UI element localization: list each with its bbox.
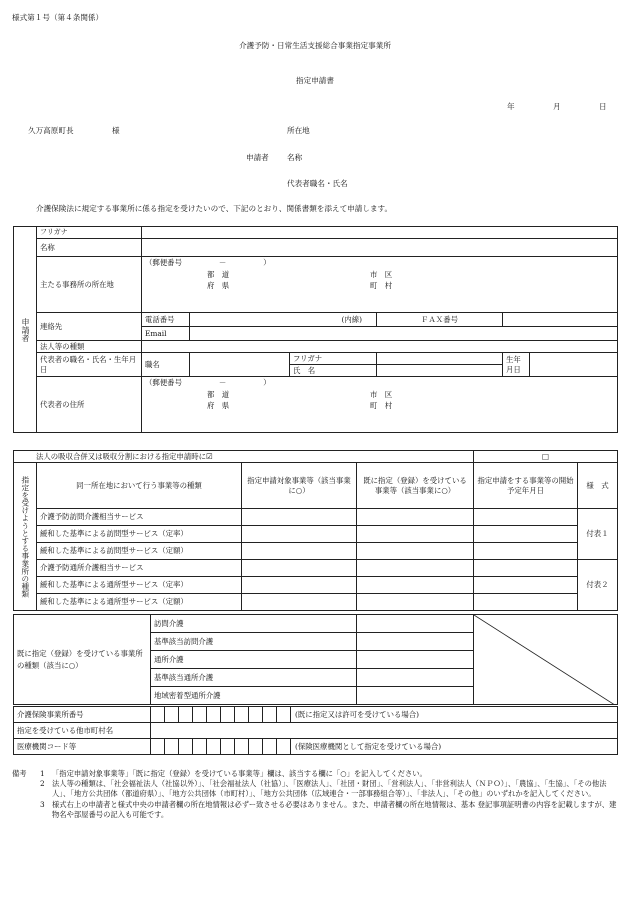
- other-city-label: 指定を受けている他市町村名: [14, 723, 151, 739]
- diagonal-cell: [474, 615, 618, 705]
- note-number: 2: [40, 779, 45, 789]
- header-form: 様 式: [578, 463, 618, 509]
- existing-item: 通所介護: [151, 651, 357, 669]
- existing-mark-cell[interactable]: [357, 633, 474, 651]
- header-target: 指定申請対象事業等（該当事業に○）: [242, 463, 357, 509]
- existing-cell[interactable]: [357, 577, 474, 594]
- target-cell[interactable]: [242, 560, 357, 577]
- corp-type-label: 法人等の種類: [37, 341, 142, 353]
- service-side-label: 指定を受けようとする事業所の種類: [14, 463, 37, 611]
- digit-box[interactable]: [207, 739, 221, 755]
- postal-code-label: （郵便番号 － ）: [145, 258, 271, 267]
- corp-type-field[interactable]: [142, 341, 618, 353]
- note-text: 「指定申請対象事業等」「既に指定（登録）を受けている事業等」欄は、該当する欄に「○」を記入してください。: [52, 769, 427, 778]
- office-number-label: 介護保険事業所番号: [14, 707, 151, 723]
- date-cell[interactable]: [474, 509, 578, 526]
- name-field[interactable]: [142, 239, 618, 257]
- rep-city-shi-label: 市 区: [370, 390, 393, 399]
- rep-info-label: 代表者の職名・氏名・生年月日: [37, 353, 142, 377]
- target-cell[interactable]: [242, 526, 357, 543]
- digit-box[interactable]: [165, 707, 179, 723]
- existing-item: 地域密着型通所介護: [151, 687, 357, 705]
- service-type-table: [13, 462, 618, 611]
- applicant-label: 申請者: [246, 153, 269, 162]
- city-cho-label: 町 村: [370, 281, 393, 290]
- existing-mark-cell[interactable]: [357, 669, 474, 687]
- service-row-label: 緩和した基準による通所型サービス（定額）: [37, 594, 242, 611]
- date-cell[interactable]: [474, 594, 578, 611]
- office-address-label: 主たる事務所の所在地: [37, 257, 142, 313]
- rep-furigana-label: フリガナ: [290, 353, 377, 365]
- service-row-label: 緩和した基準による訪問型サービス（定額）: [37, 543, 242, 560]
- digit-box[interactable]: [179, 739, 193, 755]
- office-address-field[interactable]: [142, 257, 618, 313]
- rep-address-field[interactable]: [142, 377, 618, 433]
- rep-name-label: 氏 名: [290, 365, 377, 377]
- merger-label: 法人の吸収合併又は吸収分割における指定申請時に☑: [14, 451, 474, 463]
- office-number-note: (既に指定又は許可を受けている場合): [291, 707, 618, 723]
- application-title: 指定申請書: [296, 76, 334, 85]
- rep-prefecture-to-label: 都 道: [207, 390, 230, 399]
- digit-box[interactable]: [179, 707, 193, 723]
- prefecture-to-label: 都 道: [207, 270, 230, 279]
- digit-box[interactable]: [235, 739, 249, 755]
- other-city-field[interactable]: [151, 723, 618, 739]
- date-month: 月: [553, 102, 561, 111]
- digit-box[interactable]: [221, 707, 235, 723]
- existing-item: 基準該当訪問介護: [151, 633, 357, 651]
- email-field[interactable]: [190, 327, 618, 341]
- name-label: 名称: [37, 239, 142, 257]
- existing-item: 基準該当通所介護: [151, 669, 357, 687]
- rep-address-label: 代表者の住所: [37, 377, 142, 433]
- header-service-type: 同一所在地において行う事業等の種類: [37, 463, 242, 509]
- date-year: 年: [507, 102, 515, 111]
- remarks: [12, 769, 620, 820]
- applicant-name-label: 名称: [287, 153, 303, 162]
- existing-cell[interactable]: [357, 509, 474, 526]
- note-number: 1: [40, 769, 45, 778]
- target-cell[interactable]: [242, 509, 357, 526]
- existing-type-label: 既に指定（登録）を受けている事業所の種類（該当に○）: [14, 615, 151, 705]
- existing-mark-cell[interactable]: [357, 615, 474, 633]
- digit-box[interactable]: [249, 739, 263, 755]
- rep-furigana-field[interactable]: [377, 353, 503, 365]
- digit-box[interactable]: [249, 707, 263, 723]
- date-cell[interactable]: [474, 577, 578, 594]
- rep-postal-code-label: （郵便番号 － ）: [145, 378, 271, 387]
- date-cell[interactable]: [474, 560, 578, 577]
- date-cell[interactable]: [474, 526, 578, 543]
- note-text: 様式右上の申請者と様式中央の申請者欄の所在地情報は必ずー致させる必要はありません。また、申請者欄の所在地情報は、基本 登記事項証明書の内容を記載しますが、建物名や部屋番号の記入も可能です。: [52, 799, 617, 819]
- rep-city-cho-label: 町 村: [370, 401, 393, 410]
- note-text: 法人等の種類は、「社会福祉法人（社協以外）」、「社会福祉法人（社協）」、「医療法人」、「社団・財団」、「営利法人」、「非営利法人（ＮＰＯ）」、「農協」、「生協」、「その他法人」、「地方公共団体（都道府県）」、「地方公共団体（市町村）」、「地方公共団体（広域連合・一部事務組合等）」、「非法人」、「その他」のいずれかを記入してください。: [52, 779, 607, 799]
- digit-box[interactable]: [263, 707, 277, 723]
- extension-label: (内線): [341, 314, 362, 324]
- rep-prefecture-fu-label: 府 県: [207, 401, 230, 410]
- existing-cell[interactable]: [357, 526, 474, 543]
- document-title: 介護予防・日常生活支援総合事業指定事業所: [239, 41, 391, 50]
- addressee-honorific: 様: [112, 126, 120, 135]
- digit-box[interactable]: [277, 739, 291, 755]
- service-row-label: 緩和した基準による訪問型サービス（定率）: [37, 526, 242, 543]
- applicant-side-label: 申請者: [14, 227, 37, 433]
- existing-cell[interactable]: [357, 560, 474, 577]
- date-cell[interactable]: [474, 543, 578, 560]
- fax-label: ＦＡＸ番号: [377, 313, 503, 327]
- rep-birth-field[interactable]: [530, 353, 618, 377]
- city-shi-label: 市 区: [370, 270, 393, 279]
- email-label: Email: [142, 327, 190, 341]
- digit-box[interactable]: [193, 739, 207, 755]
- digit-box[interactable]: [207, 707, 221, 723]
- existing-mark-cell[interactable]: [357, 687, 474, 705]
- digit-box[interactable]: [151, 707, 165, 723]
- contact-label: 連絡先: [37, 313, 142, 341]
- digit-box[interactable]: [221, 739, 235, 755]
- existing-cell[interactable]: [357, 594, 474, 611]
- form-ref-2: 付表２: [578, 560, 618, 611]
- merger-checkbox[interactable]: □: [474, 451, 618, 463]
- furigana-field[interactable]: [142, 227, 618, 239]
- phone-label: 電話番号: [142, 313, 190, 327]
- form-ref-1: 付表１: [578, 509, 618, 560]
- target-cell[interactable]: [242, 543, 357, 560]
- medical-code-note: (保険医療機関として指定を受けている場合): [291, 739, 618, 755]
- digit-box[interactable]: [263, 739, 277, 755]
- existing-mark-cell[interactable]: [357, 651, 474, 669]
- header-start-date: 指定申請をする事業等の開始予定年月日: [474, 463, 578, 509]
- existing-cell[interactable]: [357, 543, 474, 560]
- applicant-address-label: 所在地: [287, 126, 310, 135]
- digit-box[interactable]: [235, 707, 249, 723]
- service-row-label: 介護予防訪問介護相当サービス: [37, 509, 242, 526]
- diagonal-line: [474, 615, 618, 705]
- digit-box[interactable]: [193, 707, 207, 723]
- form-number: 様式第１号（第４条関係）: [12, 13, 104, 22]
- existing-item: 訪問介護: [151, 615, 357, 633]
- service-row-label: 介護予防通所介護相当サービス: [37, 560, 242, 577]
- target-cell[interactable]: [242, 577, 357, 594]
- header-existing: 既に指定（登録）を受けている事業等（該当事業に○）: [357, 463, 474, 509]
- applicant-rep-label: 代表者職名・氏名: [287, 179, 348, 188]
- rep-birth-label: 生年月日: [503, 353, 530, 377]
- date-day: 日: [599, 102, 607, 111]
- note-number: 3: [40, 799, 45, 809]
- rep-name-field[interactable]: [377, 365, 503, 377]
- prefecture-fu-label: 府 県: [207, 281, 230, 290]
- digit-box[interactable]: [165, 739, 179, 755]
- furigana-label: フリガナ: [37, 227, 142, 239]
- digit-box[interactable]: [277, 707, 291, 723]
- addressee-name: 久万高原町長: [28, 126, 74, 135]
- office-number-table: [13, 706, 618, 755]
- existing-designation-table: [13, 614, 618, 705]
- medical-code-label: 医療機関コード等: [14, 739, 151, 755]
- fax-field[interactable]: [503, 313, 618, 327]
- digit-box[interactable]: [151, 739, 165, 755]
- remarks-heading: 備考: [12, 769, 27, 778]
- target-cell[interactable]: [242, 594, 357, 611]
- applicant-table: [13, 226, 618, 433]
- intro-text: 介護保険法に規定する事業所に係る指定を受けたいので、下記のとおり、関係書類を添えて申請します。: [36, 204, 393, 213]
- service-row-label: 緩和した基準による通所型サービス（定率）: [37, 577, 242, 594]
- rep-title-field[interactable]: [190, 353, 290, 377]
- rep-title-label: 職名: [142, 353, 190, 377]
- phone-field[interactable]: [190, 313, 377, 327]
